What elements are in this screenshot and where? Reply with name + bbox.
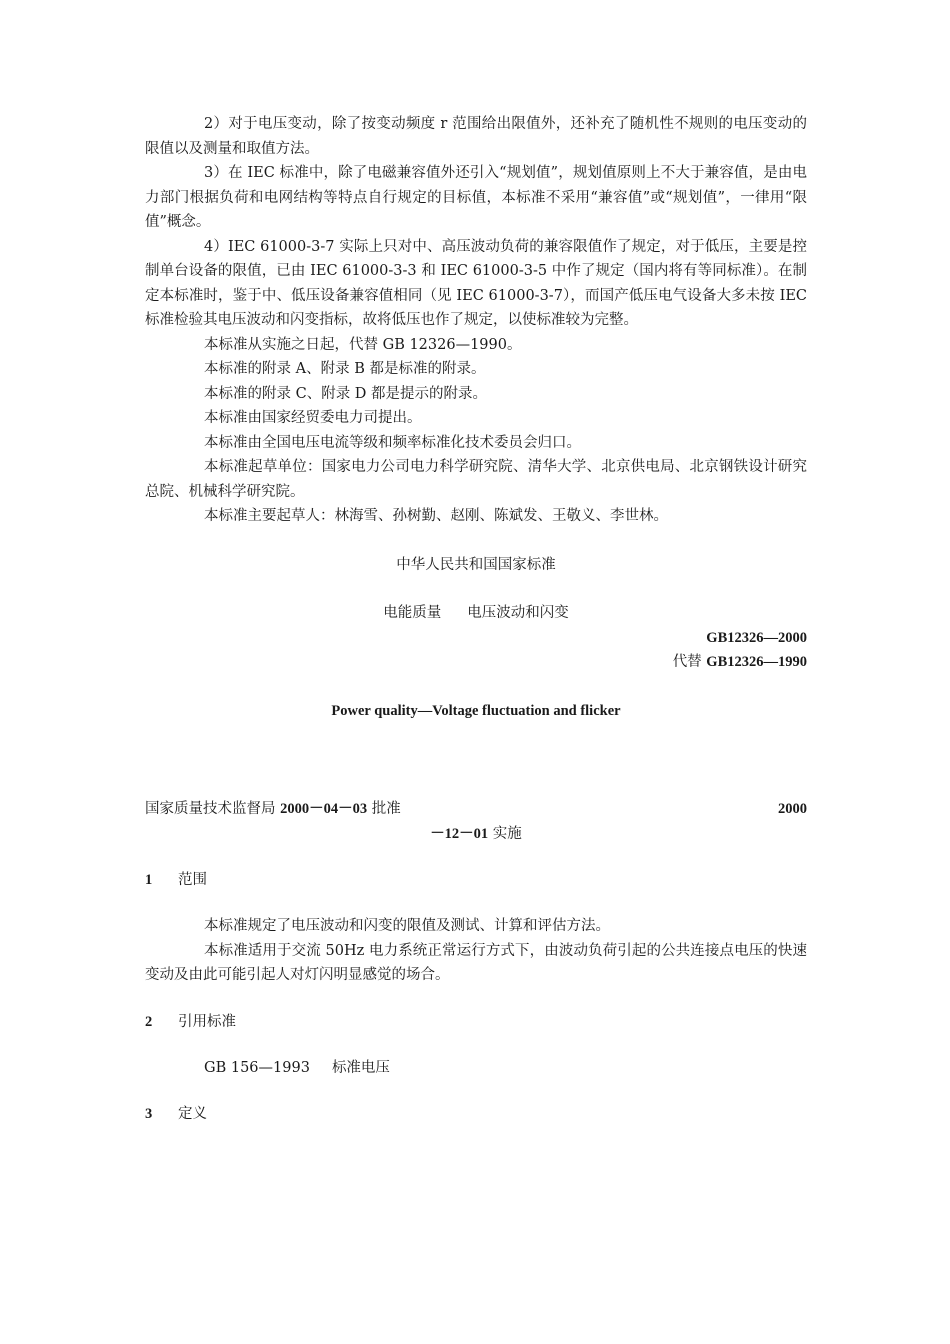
section-title: 定义 (178, 1106, 207, 1122)
section-heading-definitions (145, 1102, 807, 1126)
title-part-2: 电压波动和闪变 (467, 605, 569, 621)
intro-paragraph: 3）在 IEC 标准中，除了电磁兼容值外还引入“规划值”，规划值原则上不大于兼容值，是由电力部门根据负荷和电网结构等特点自行规定的目标值，本标准不采用“兼容值”或“规划值”，一律用“限值”概念。 (145, 165, 807, 230)
intro-paragraph: 2）对于电压变动，除了按变动频度 r 范围给出限值外，还补充了随机性不规则的电压变动的限值以及测量和取值方法。 (145, 116, 807, 157)
implementation-year: 2000 (778, 801, 807, 817)
section-title: 引用标准 (178, 1013, 236, 1030)
approval-line (145, 797, 807, 822)
approval-block (145, 797, 807, 846)
intro-section (145, 112, 807, 529)
approval-date: 2000－04－03 (280, 801, 368, 817)
approval-authority: 国家质量技术监督局 (145, 801, 281, 817)
reference-code: GB 156—1993 (204, 1059, 310, 1076)
approval-info (145, 797, 401, 822)
section-number: 3 (145, 1106, 153, 1122)
implementation-suffix: 实施 (488, 825, 522, 842)
replaces-prefix: 代替 (672, 654, 707, 670)
intro-paragraph: 本标准的附录 A、附录 B 都是标准的附录。 (204, 361, 486, 377)
intro-paragraph: 本标准从实施之日起，代替 GB 12326—1990。 (204, 336, 522, 353)
intro-paragraph: 4）IEC 61000-3-7 实际上只对中、高压波动负荷的兼容限值作了规定，对于低压，主要是控制单台设备的限值，已由 IEC 61000-3-3 和 IEC 61000-3-5 中作了规定（国内将有等同标准）。在制定本标准时，鉴于中、低压设备兼容值相同（见 IEC 61000-3-7），而国产低压电气设备大多未按 IEC 标准检验其电压波动和闪变指标，故将低压也作了规定，以使标准较为完整。 (145, 238, 807, 328)
standard-code: GB12326—2000 (706, 629, 807, 646)
replaces-code: GB12326—1990 (706, 654, 807, 670)
scope-paragraph: 本标准规定了电压波动和闪变的限值及测试、计算和评估方法。 (204, 918, 610, 934)
scope-paragraph: 本标准适用于交流 50Hz 电力系统正常运行方式下，由波动负荷引起的公共连接点电压的快速变动及由此可能引起人对灯闪明显感觉的场合。 (145, 942, 807, 983)
title-part-1: 电能质量 (383, 605, 442, 621)
replaces-line (145, 650, 807, 675)
approval-suffix: 批准 (367, 801, 401, 817)
section-heading-references (145, 1010, 807, 1034)
section-heading-scope (145, 868, 807, 892)
intro-paragraph: 本标准主要起草人：林海雪、孙树勤、赵刚、陈斌发、王敬义、李世林。 (204, 508, 668, 524)
implementation-line (145, 822, 807, 847)
implementation-date: －12－01 (430, 825, 489, 842)
reference-title: 标准电压 (331, 1059, 390, 1076)
english-title: Power quality—Voltage fluctuation and flicker (331, 702, 621, 719)
intro-paragraph: 本标准起草单位：国家电力公司电力科学研究院、清华大学、北京供电局、北京钢铁设计研究总院、机械科学研究院。 (145, 459, 807, 500)
national-standard-heading: 中华人民共和国国家标准 (396, 556, 556, 573)
intro-paragraph: 本标准由国家经贸委电力司提出。 (204, 410, 422, 426)
section-number: 1 (145, 872, 153, 888)
document-title (145, 601, 807, 626)
intro-paragraph: 本标准的附录 C、附录 D 都是提示的附录。 (204, 385, 488, 402)
intro-paragraph: 本标准由全国电压电流等级和频率标准化技术委员会归口。 (204, 434, 581, 451)
reference-entry (145, 1056, 807, 1081)
section-number: 2 (145, 1013, 153, 1030)
section-title: 范围 (178, 872, 207, 888)
document-page (145, 112, 807, 1126)
